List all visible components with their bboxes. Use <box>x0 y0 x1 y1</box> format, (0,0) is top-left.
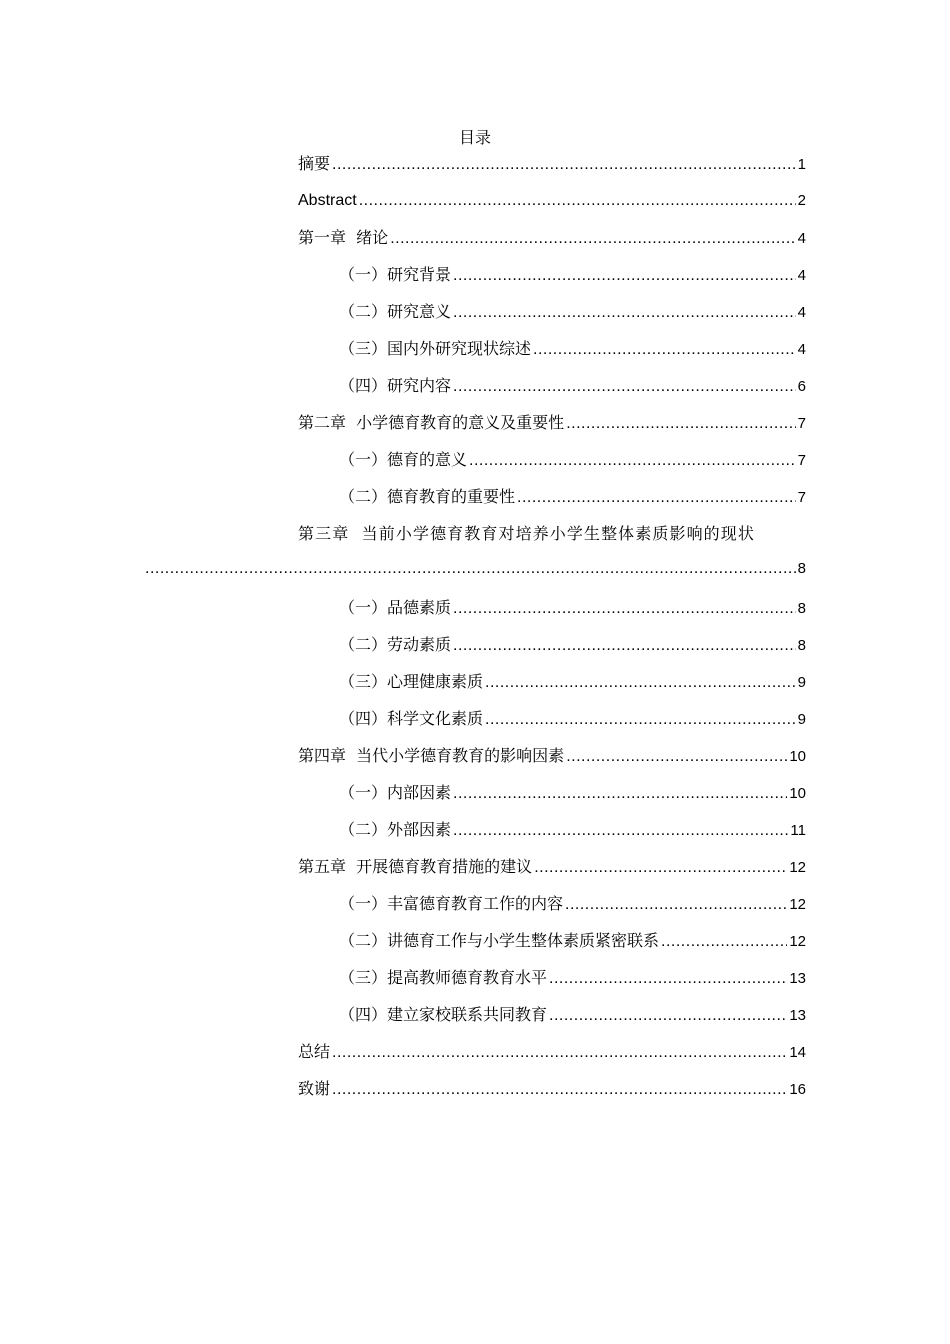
toc-entry-page: 7 <box>797 452 806 469</box>
dot-leader <box>453 812 788 849</box>
dot-leader <box>549 960 787 997</box>
toc-entry-page: 12 <box>789 859 806 876</box>
dot-leader <box>549 997 787 1034</box>
dot-leader <box>453 590 796 627</box>
toc-entry-label: 第四章 当代小学德育教育的影响因素 <box>298 746 565 765</box>
toc-entry-label: 摘要 <box>298 154 331 173</box>
toc-entry[interactable] <box>298 367 806 404</box>
toc-entry[interactable] <box>298 996 806 1033</box>
toc-entry-label: （二）讲德育工作与小学生整体素质紧密联系 <box>339 931 660 950</box>
toc-entry[interactable] <box>298 959 806 996</box>
toc-entry[interactable] <box>298 626 806 663</box>
dot-leader <box>566 405 795 442</box>
dot-leader <box>485 701 796 738</box>
toc-entry-page: 14 <box>789 1044 806 1061</box>
toc-entry-page: 16 <box>789 1081 806 1098</box>
toc-entry[interactable] <box>298 293 806 330</box>
toc-entry-label: （一）丰富德育教育工作的内容 <box>339 894 564 913</box>
dot-leader <box>453 368 796 405</box>
toc-entry-label-wrapped[interactable]: 第三章 当前小学德育教育对培养小学生整体素质影响的现状 <box>298 524 755 543</box>
dot-leader <box>661 923 787 960</box>
toc-entry-page: 8 <box>797 560 806 577</box>
toc-entry-page: 13 <box>789 1007 806 1024</box>
toc-entry-label: （四）研究内容 <box>339 376 452 395</box>
toc-entry-label: （二）外部因素 <box>339 820 452 839</box>
toc-entry-label: （三）提高教师德育教育水平 <box>339 968 548 987</box>
dot-leader <box>534 849 787 886</box>
toc-entry-page: 12 <box>789 933 806 950</box>
toc-entry[interactable] <box>298 219 806 256</box>
dot-leader <box>332 1034 787 1071</box>
toc-entry-page: 10 <box>789 748 806 765</box>
dot-leader <box>565 886 787 923</box>
toc-entry-label: 总结 <box>298 1042 331 1061</box>
toc-entry-label: （一）品德素质 <box>339 598 452 617</box>
toc-entry-label: （四）建立家校联系共同教育 <box>339 1005 548 1024</box>
toc-entry-page: 4 <box>797 267 806 284</box>
toc-entry-label: Abstract <box>298 192 357 209</box>
toc-entry[interactable] <box>298 441 806 478</box>
toc-entry-page: 10 <box>789 785 806 802</box>
toc-entry[interactable] <box>298 848 806 885</box>
toc-entry-label: 第五章 开展德育教育措施的建议 <box>298 857 533 876</box>
toc-entry[interactable] <box>298 182 806 219</box>
toc-entry[interactable] <box>298 885 806 922</box>
toc-entry-page: 13 <box>789 970 806 987</box>
toc-entry-label: （二）劳动素质 <box>339 635 452 654</box>
dot-leader <box>332 146 796 183</box>
toc-entry-label: （一）德育的意义 <box>339 450 468 469</box>
toc-entry-page: 1 <box>797 156 806 173</box>
toc-entry-page: 6 <box>797 378 806 395</box>
toc-entry-page: 4 <box>797 230 806 247</box>
table-of-contents <box>298 145 806 1107</box>
toc-entry[interactable] <box>298 700 806 737</box>
toc-entry-label: 第二章 小学德育教育的意义及重要性 <box>298 413 565 432</box>
toc-entry-page: 12 <box>789 896 806 913</box>
toc-entry[interactable] <box>298 774 806 811</box>
dot-leader <box>533 331 796 368</box>
dot-leader <box>566 738 787 775</box>
toc-entry[interactable] <box>298 922 806 959</box>
toc-entry[interactable] <box>298 145 806 182</box>
toc-entry[interactable] <box>298 811 806 848</box>
toc-entry-label: 致谢 <box>298 1079 331 1098</box>
toc-entry[interactable] <box>298 1070 806 1107</box>
dot-leader <box>469 442 796 479</box>
toc-entry-label: （四）科学文化素质 <box>339 709 484 728</box>
toc-entry-label: （一）研究背景 <box>339 265 452 284</box>
toc-entry-page: 4 <box>797 304 806 321</box>
toc-entry-label: （二）研究意义 <box>339 302 452 321</box>
toc-entry-wrapped-leader-line[interactable] <box>145 550 806 587</box>
toc-entry[interactable] <box>298 330 806 367</box>
toc-entry-page: 4 <box>797 341 806 358</box>
toc-entry[interactable] <box>298 589 806 626</box>
toc-entry-page: 11 <box>790 822 806 839</box>
dot-leader <box>453 294 796 331</box>
dot-leader <box>332 1071 787 1108</box>
toc-entry-page: 7 <box>797 415 806 432</box>
toc-entry-label: （二）德育教育的重要性 <box>339 487 516 506</box>
toc-entry-label: 第一章 绪论 <box>298 228 389 247</box>
toc-entry-page: 8 <box>797 637 806 654</box>
toc-entry[interactable] <box>298 1033 806 1070</box>
dot-leader <box>453 257 796 294</box>
toc-title: 目录 <box>458 128 491 147</box>
dot-leader <box>453 627 796 664</box>
toc-entry-page: 9 <box>797 674 806 691</box>
dot-leader <box>359 182 796 219</box>
toc-entry-page: 7 <box>797 489 806 506</box>
toc-entry-page: 9 <box>797 711 806 728</box>
dot-leader <box>453 775 787 812</box>
dot-leader <box>485 664 796 701</box>
toc-entry-label: （一）内部因素 <box>339 783 452 802</box>
toc-entry-page: 2 <box>797 192 806 209</box>
toc-entry-label: （三）国内外研究现状综述 <box>339 339 532 358</box>
toc-entry[interactable] <box>298 256 806 293</box>
dot-leader <box>145 550 798 587</box>
dot-leader <box>390 220 795 257</box>
toc-entry[interactable] <box>298 737 806 774</box>
toc-entry-page: 8 <box>797 600 806 617</box>
dot-leader <box>517 479 796 516</box>
toc-entry[interactable] <box>298 663 806 700</box>
toc-entry[interactable] <box>298 478 806 515</box>
toc-entry-label: （三）心理健康素质 <box>339 672 484 691</box>
toc-entry[interactable] <box>298 404 806 441</box>
